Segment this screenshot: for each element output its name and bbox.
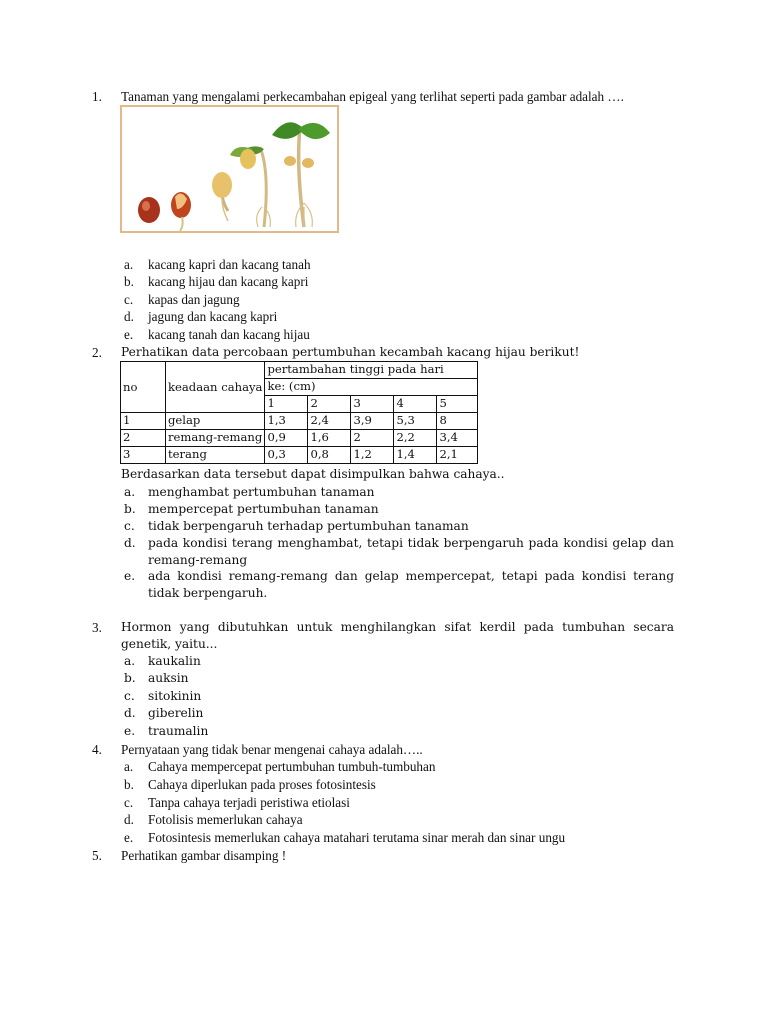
question-text: Perhatikan gambar disamping ! xyxy=(121,848,287,863)
question-text: Tanaman yang mengalami perkecambahan epigeal yang terlihat seperti pada gambar adalah …. xyxy=(121,89,624,104)
header-no: no xyxy=(121,362,166,413)
germination-stages-image xyxy=(122,107,337,231)
header-keadaan: keadaan cahaya xyxy=(166,362,265,413)
table-row: 2 remang-remang 0,9 1,6 2 2,2 3,4 xyxy=(121,430,478,447)
day-4: 4 xyxy=(394,396,437,413)
question-text: Perhatikan data percobaan pertumbuhan kecambah kacang hijau berikut! xyxy=(121,345,580,359)
day-5: 5 xyxy=(437,396,478,413)
table-row: 3 terang 0,3 0,8 1,2 1,4 2,1 xyxy=(121,447,478,464)
question-text: Pernyataan yang tidak benar mengenai cahaya adalah….. xyxy=(121,742,423,757)
question-number: 1. xyxy=(92,89,102,104)
day-1: 1 xyxy=(265,396,308,413)
day-3: 3 xyxy=(351,396,394,413)
germination-figure xyxy=(120,105,339,233)
question-text: Hormon yang dibutuhkan untuk menghilangkan sifat kerdil pada tumbuhan secara genetik, yaitu... xyxy=(121,620,674,652)
day-2: 2 xyxy=(308,396,351,413)
question-number: 5. xyxy=(92,848,102,863)
question-number: 4. xyxy=(92,742,102,757)
question-number: 3. xyxy=(92,620,102,635)
table-row: 1 gelap 1,3 2,4 3,9 5,3 8 xyxy=(121,413,478,430)
header-growth-line1: pertambahan tinggi pada hari xyxy=(265,362,478,379)
question-number: 2. xyxy=(92,345,102,360)
q2-conclusion: Berdasarkan data tersebut dapat disimpulkan bahwa cahaya.. xyxy=(121,467,505,481)
header-growth-line2: ke: (cm) xyxy=(265,379,478,396)
growth-data-table xyxy=(120,361,478,464)
